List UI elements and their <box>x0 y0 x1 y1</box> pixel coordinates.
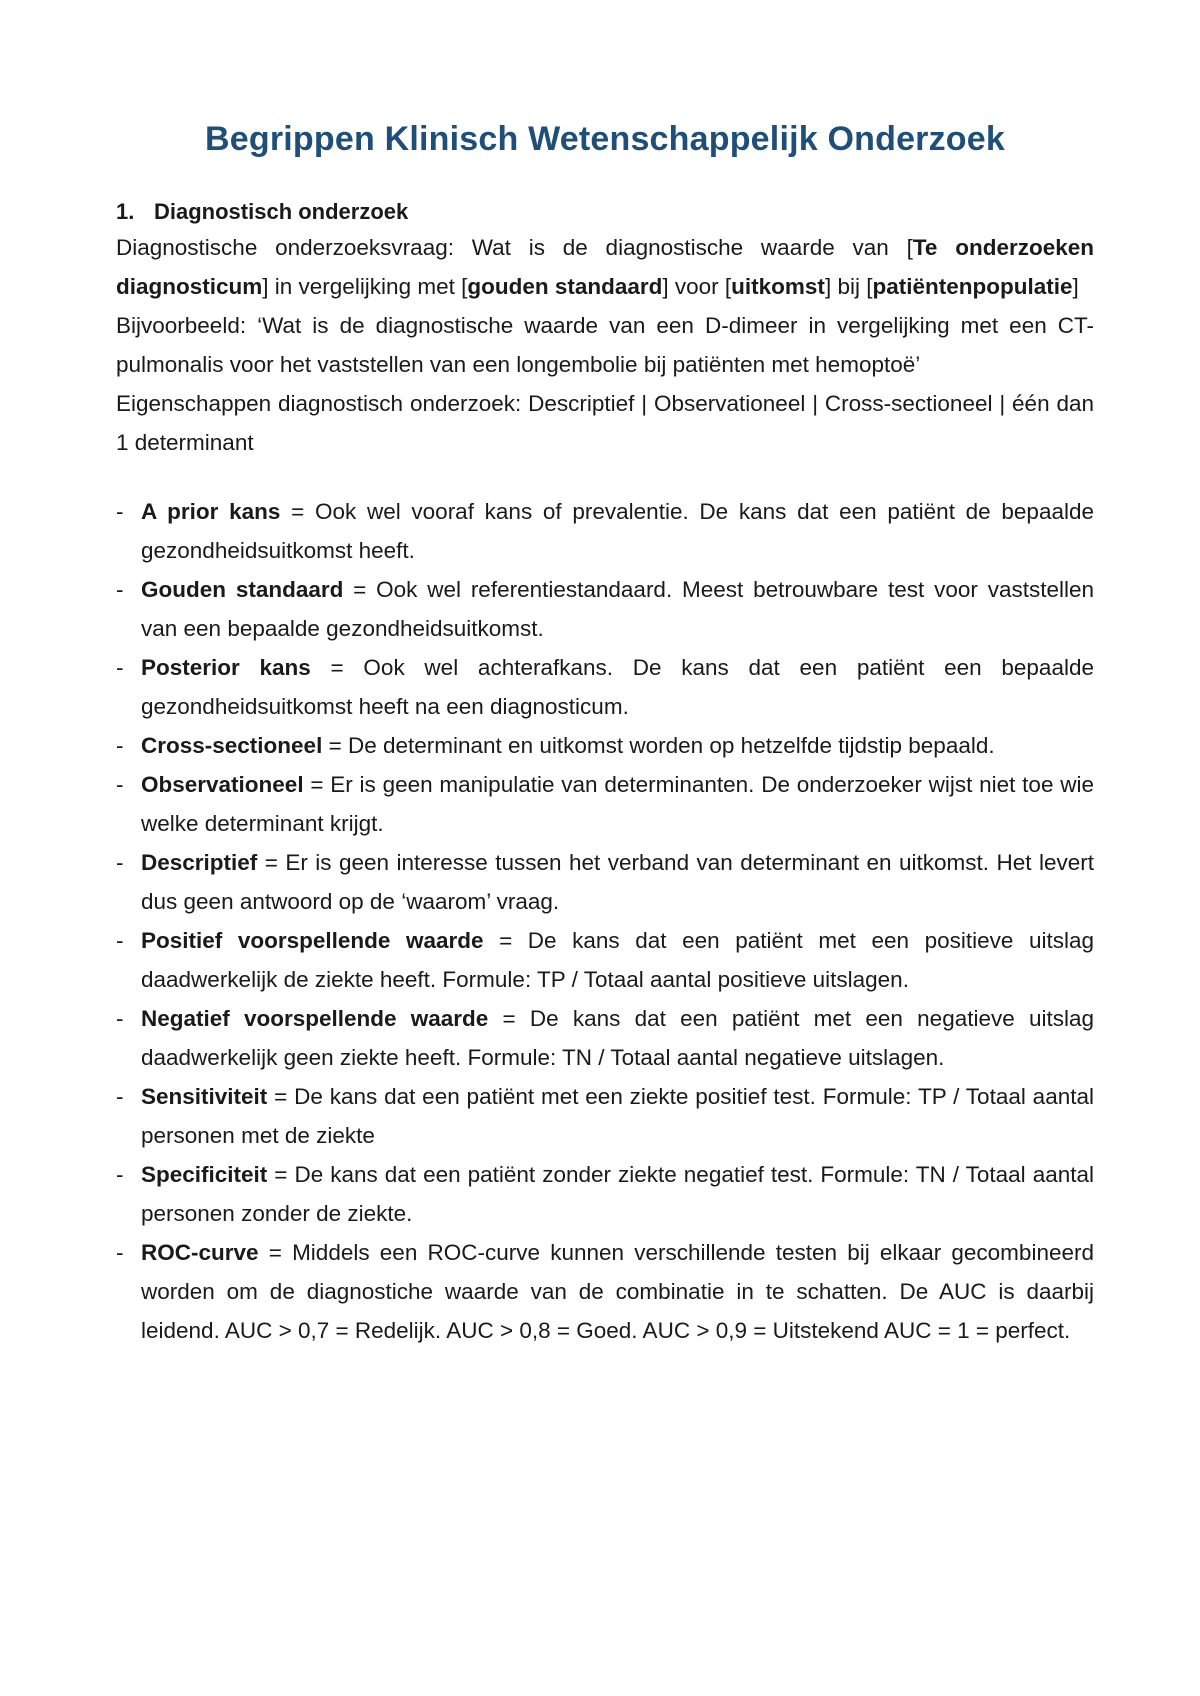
question-text-3: ] voor [ <box>662 274 732 299</box>
question-bold-uitkomst: uitkomst <box>731 274 825 299</box>
question-bold-populatie: patiëntenpopulatie <box>872 274 1073 299</box>
term-name: ROC-curve <box>141 1240 259 1265</box>
question-text-2: ] in vergelijking met [ <box>262 274 468 299</box>
term-definition: = De kans dat een patiënt met een negatieve uitslag daadwerkelijk geen ziekte heeft. Formule: TN / Totaal aantal negatieve uitslagen. <box>141 1006 1095 1070</box>
section-title: Diagnostisch onderzoek <box>154 199 409 224</box>
term-item <box>116 1155 1094 1233</box>
bullet-dash: - <box>116 772 124 797</box>
term-item <box>116 492 1094 570</box>
term-name: Cross-sectioneel <box>141 733 323 758</box>
term-name: Negatief voorspellende waarde <box>141 1006 489 1031</box>
bullet-dash: - <box>116 733 124 758</box>
bullet-dash: - <box>116 928 124 953</box>
term-definition: = Ook wel referentiestandaard. Meest betrouwbare test voor vaststellen van een bepaalde gezondheidsuitkomst. <box>141 577 1095 641</box>
term-item <box>116 648 1094 726</box>
question-text-4: ] bij [ <box>824 274 873 299</box>
term-definition: = Ook wel achterafkans. De kans dat een patiënt een bepaalde gezondheidsuitkomst heeft na een diagnosticum. <box>141 655 1094 719</box>
document-title: Begrippen Klinisch Wetenschappelijk Onderzoek <box>205 120 1005 158</box>
term-item <box>116 765 1094 843</box>
question-bold-diagnosticum: Te onderzoeken diagnosticum <box>116 235 1094 299</box>
term-name: Posterior kans <box>141 655 311 680</box>
bullet-dash: - <box>116 499 124 524</box>
term-name: Gouden standaard <box>141 577 344 602</box>
term-name: Specificiteit <box>141 1162 268 1187</box>
bullet-dash: - <box>116 1162 124 1187</box>
term-name: Sensitiviteit <box>141 1084 268 1109</box>
term-definition: = Middels een ROC-curve kunnen verschillende testen bij elkaar gecombineerd worden om de diagnostiche waarde van de combinatie in te schatten. De AUC is daarbij leidend. AUC > 0,7 = Redelijk. AUC > 0,8 = Goed. AUC > 0,9 = Uitstekend AUC = 1 = perfect. <box>141 1240 1094 1343</box>
properties-paragraph: Eigenschappen diagnostisch onderzoek: Descriptief | Observationeel | Cross-sectioneel | één dan 1 determinant <box>116 391 1094 455</box>
term-name: Positief voorspellende waarde <box>141 928 484 953</box>
term-item <box>116 570 1094 648</box>
term-definition: = Er is geen interesse tussen het verband van determinant en uitkomst. Het levert dus geen antwoord op de ‘waarom’ vraag. <box>141 850 1094 914</box>
term-item <box>116 999 1094 1077</box>
bullet-dash: - <box>116 655 124 680</box>
term-name: Descriptief <box>141 850 258 875</box>
term-definition: = Er is geen manipulatie van determinanten. De onderzoeker wijst niet toe wie welke determinant krijgt. <box>141 772 1094 836</box>
term-definition: = De kans dat een patiënt met een ziekte positief test. Formule: TP / Totaal aantal personen met de ziekte <box>141 1084 1094 1148</box>
term-definition: = De kans dat een patiënt zonder ziekte negatief test. Formule: TN / Totaal aantal personen zonder de ziekte. <box>141 1162 1094 1226</box>
research-question-paragraph <box>116 228 1094 306</box>
section-heading <box>116 196 1094 228</box>
term-item <box>116 1233 1094 1350</box>
section-number: 1. <box>116 199 135 224</box>
term-item <box>116 726 1094 765</box>
term-definition: = De determinant en uitkomst worden op hetzelfde tijdstip bepaald. <box>322 733 995 758</box>
term-definition: = Ook wel vooraf kans of prevalentie. De kans dat een patiënt de bepaalde gezondheidsuitkomst heeft. <box>141 499 1094 563</box>
bullet-dash: - <box>116 1006 124 1031</box>
term-name: A prior kans <box>141 499 281 524</box>
term-name: Observationeel <box>141 772 304 797</box>
bullet-dash: - <box>116 850 124 875</box>
question-text-5: ] <box>1072 274 1079 299</box>
question-bold-gouden-standaard: gouden standaard <box>467 274 663 299</box>
term-item <box>116 921 1094 999</box>
bullet-dash: - <box>116 1084 124 1109</box>
question-text-1: Diagnostische onderzoeksvraag: Wat is de diagnostische waarde van [ <box>116 235 913 260</box>
term-item <box>116 1077 1094 1155</box>
term-item <box>116 843 1094 921</box>
bullet-dash: - <box>116 577 124 602</box>
term-definition-list <box>116 492 1094 1350</box>
bullet-dash: - <box>116 1240 124 1265</box>
term-definition: = De kans dat een patiënt met een positieve uitslag daadwerkelijk de ziekte heeft. Formule: TP / Totaal aantal positieve uitslagen. <box>141 928 1094 992</box>
example-paragraph: Bijvoorbeeld: ‘Wat is de diagnostische waarde van een D-dimeer in vergelijking met een CT-pulmonalis voor het vaststellen van een longembolie bij patiënten met hemoptoë’ <box>116 313 1094 377</box>
